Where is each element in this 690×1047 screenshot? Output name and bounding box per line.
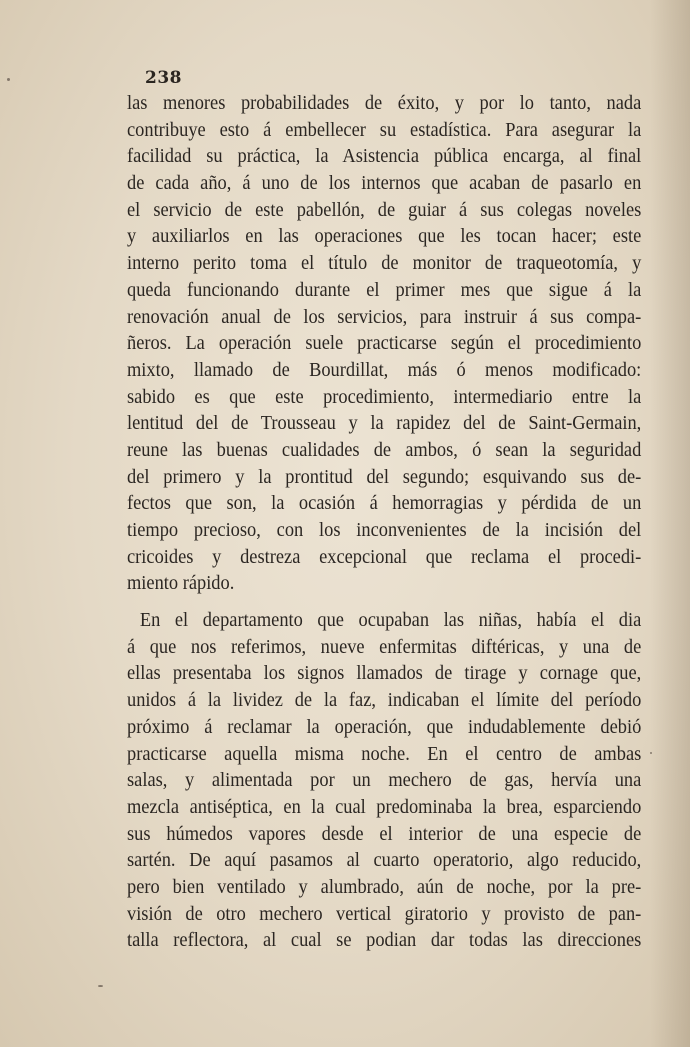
text-line: lentitud del de Trousseau y la rapidez del de Saint-Germain, — [127, 412, 642, 435]
text-line: ñeros. La operación suele practicarse según el procedimiento — [127, 332, 642, 355]
text-line: queda funcionando durante el primer mes que sigue á la — [127, 278, 642, 301]
page-number: 238 — [145, 68, 182, 88]
paragraph-gap — [127, 597, 600, 607]
text-line: próximo á reclamar la operación, que indudablemente debió — [127, 715, 642, 738]
paragraph — [127, 607, 642, 954]
paper-speck — [98, 985, 103, 987]
text-line: mixto, llamado de Bourdillat, más ó menos modificado: — [127, 358, 642, 381]
text-line: practicarse aquella misma noche. En el centro de ambas — [127, 742, 642, 765]
text-line: el servicio de este pabellón, de guiar á sus colegas noveles — [127, 198, 642, 221]
text-line: interno perito toma el título de monitor de traqueotomía, y — [127, 252, 642, 275]
text-line: sabido es que este procedimiento, intermediario entre la — [127, 385, 642, 408]
text-line: renovación anual de los servicios, para instruir á sus compa- — [127, 305, 642, 328]
text-line: y auxiliarlos en las operaciones que les tocan hacer; este — [127, 225, 642, 248]
text-line: contribuye esto á embellecer su estadística. Para asegurar la — [127, 118, 642, 141]
text-line: facilidad su práctica, la Asistencia pública encarga, al final — [127, 145, 642, 168]
text-line: de cada año, á uno de los internos que acaban de pasarlo en — [127, 172, 642, 195]
text-line: visión de otro mechero vertical giratorio y provisto de pan- — [127, 902, 642, 925]
paper-speck — [650, 752, 652, 754]
text-line: fectos que son, la ocasión á hemorragias y pérdida de un — [127, 492, 642, 515]
page-edge-shadow — [650, 0, 690, 1047]
text-line: reune las buenas cualidades de ambos, ó sean la seguridad — [127, 438, 642, 461]
body-text — [127, 90, 642, 954]
paper-speck — [7, 78, 10, 81]
text-line: sartén. De aquí pasamos al cuarto operatorio, algo reducido, — [127, 849, 642, 872]
text-line: miento rápido. — [127, 572, 235, 595]
text-line: cricoides y destreza excepcional que reclama el procedi- — [127, 545, 642, 568]
text-line: á que nos referimos, nueve enfermitas diftéricas, y una de — [127, 635, 642, 658]
paragraph — [127, 90, 642, 597]
text-line: En el departamento que ocupaban las niñas, había el dia — [139, 609, 642, 632]
text-line: ellas presentaba los signos llamados de tirage y cornage que, — [127, 662, 642, 685]
text-line: unidos á la lividez de la faz, indicaban el límite del período — [127, 689, 642, 712]
text-line: mezcla antiséptica, en la cual predominaba la brea, esparciendo — [127, 795, 642, 818]
text-line: sus húmedos vapores desde el interior de una especie de — [127, 822, 642, 845]
text-line: talla reflectora, al cual se podian dar todas las direcciones — [127, 929, 642, 952]
text-line: las menores probabilidades de éxito, y por lo tanto, nada — [127, 92, 642, 114]
text-line: tiempo precioso, con los inconvenientes de la incisión del — [127, 519, 642, 541]
text-line: pero bien ventilado y alumbrado, aún de noche, por la pre- — [127, 875, 642, 898]
text-line: del primero y la prontitud del segundo; esquivando sus de- — [127, 465, 642, 488]
text-line: salas, y alimentada por un mechero de gas, hervía una — [127, 769, 642, 792]
